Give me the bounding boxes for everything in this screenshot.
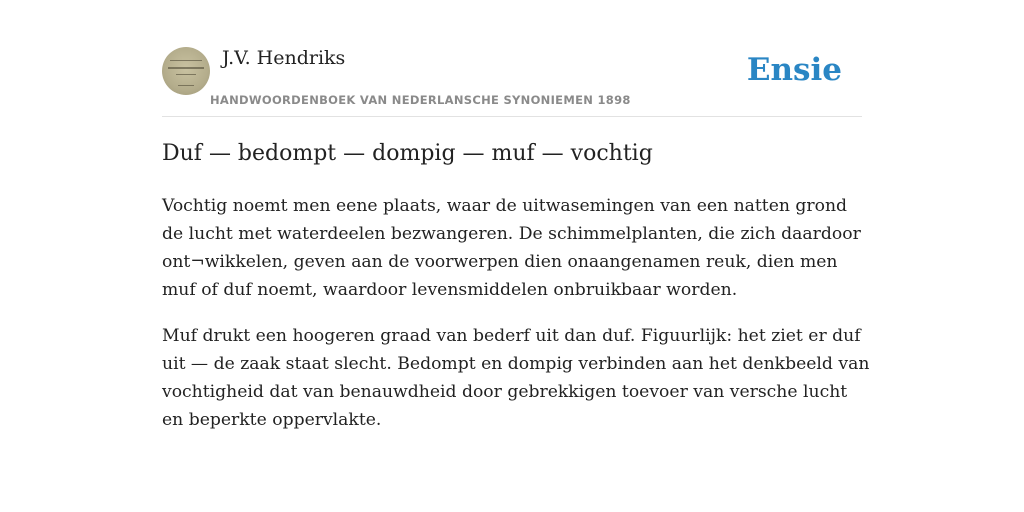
header (162, 46, 862, 117)
source-title[interactable]: HANDWOORDENBOEK VAN NEDERLANSCHE SYNONIEMEN 1898 (210, 93, 631, 107)
entry-title: Duf — bedompt — dompig — muf — vochtig (162, 141, 653, 166)
paragraph: Vochtig noemt men eene plaats, waar de uitwasemingen van een natten grond de lucht met waterdeelen bezwangeren. De schimmelplanten, die zich daardoor ont¬wikkelen, geven aan de voorwerpen dien onaangenamen reuk, dien men muf of duf noemt, waardoor levensmiddelen onbruikbaar worden. (162, 196, 861, 300)
book-cover-icon[interactable] (162, 47, 210, 95)
paragraph: Muf drukt een hoogeren graad van bederf uit dan duf. Figuurlijk: het ziet er duf uit — de zaak staat slecht. Bedompt en dompig verbinden aan het denkbeeld van vochtigheid dat van benauwdheid door gebrekkigen toevoer van versche lucht en beperkte oppervlakte. (162, 326, 870, 430)
avatar-line (168, 67, 204, 69)
avatar-line (178, 85, 194, 86)
avatar-line (176, 74, 196, 75)
author-name[interactable]: J.V. Hendriks (222, 47, 346, 69)
avatar-line (170, 60, 202, 61)
brand-logo[interactable]: Ensie (746, 52, 842, 88)
entry-body (162, 192, 872, 452)
